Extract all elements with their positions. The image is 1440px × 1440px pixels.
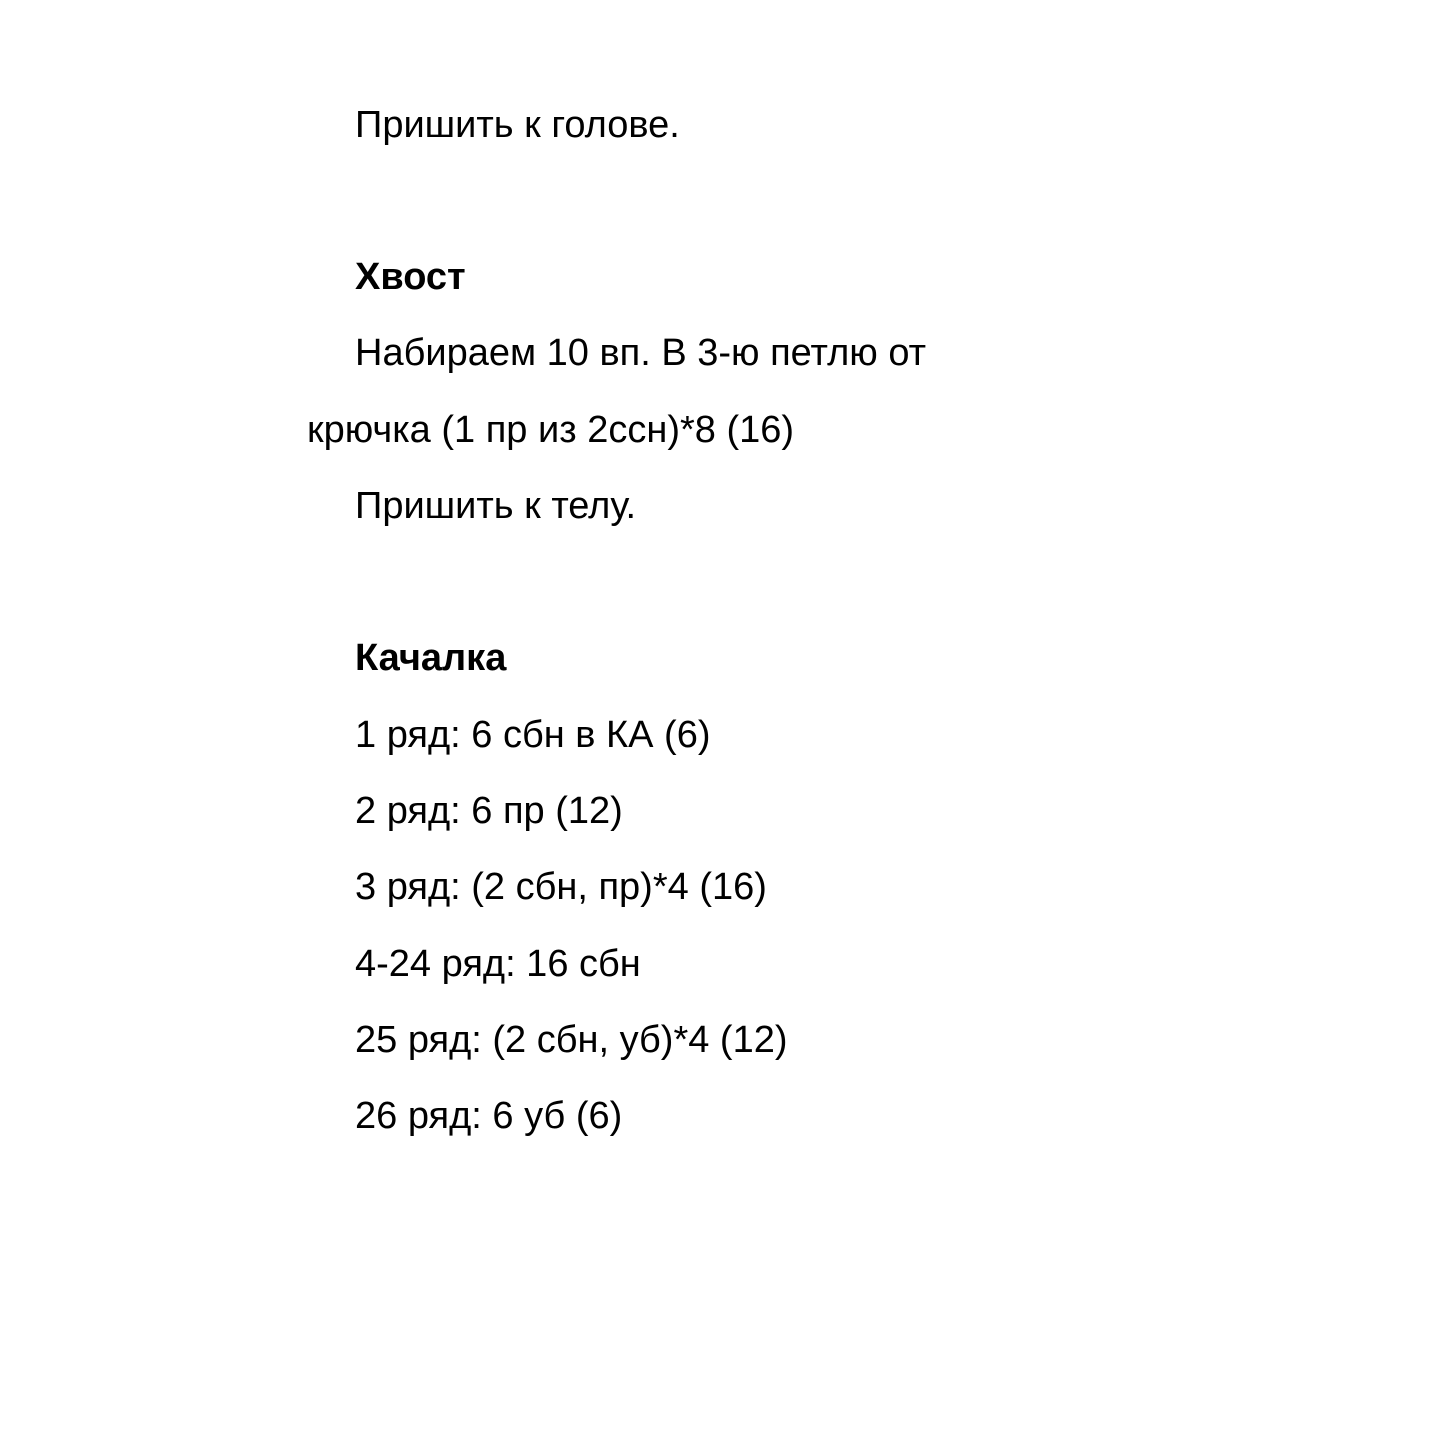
- tail-instruction-line-2: крючка (1 пр из 2ссн)*8 (16): [307, 409, 795, 451]
- rocker-row-25: 25 ряд: (2 сбн, уб)*4 (12): [355, 1019, 788, 1061]
- rocker-row-2: 2 ряд: 6 пр (12): [355, 790, 623, 832]
- tail-instruction-line-1: Набираем 10 вп. В 3-ю петлю от: [355, 332, 927, 374]
- rocker-row-1: 1 ряд: 6 сбн в КА (6): [355, 714, 711, 756]
- rocker-row-3: 3 ряд: (2 сбн, пр)*4 (16): [355, 866, 767, 908]
- rocker-row-26: 26 ряд: 6 уб (6): [355, 1095, 623, 1137]
- rocker-row-4-24: 4-24 ряд: 16 сбн: [355, 943, 641, 985]
- sew-to-body-text: Пришить к телу.: [355, 485, 637, 527]
- sew-to-head-text: Пришить к голове.: [355, 104, 680, 146]
- rocker-heading: Качалка: [355, 637, 507, 679]
- tail-heading: Хвост: [355, 256, 466, 298]
